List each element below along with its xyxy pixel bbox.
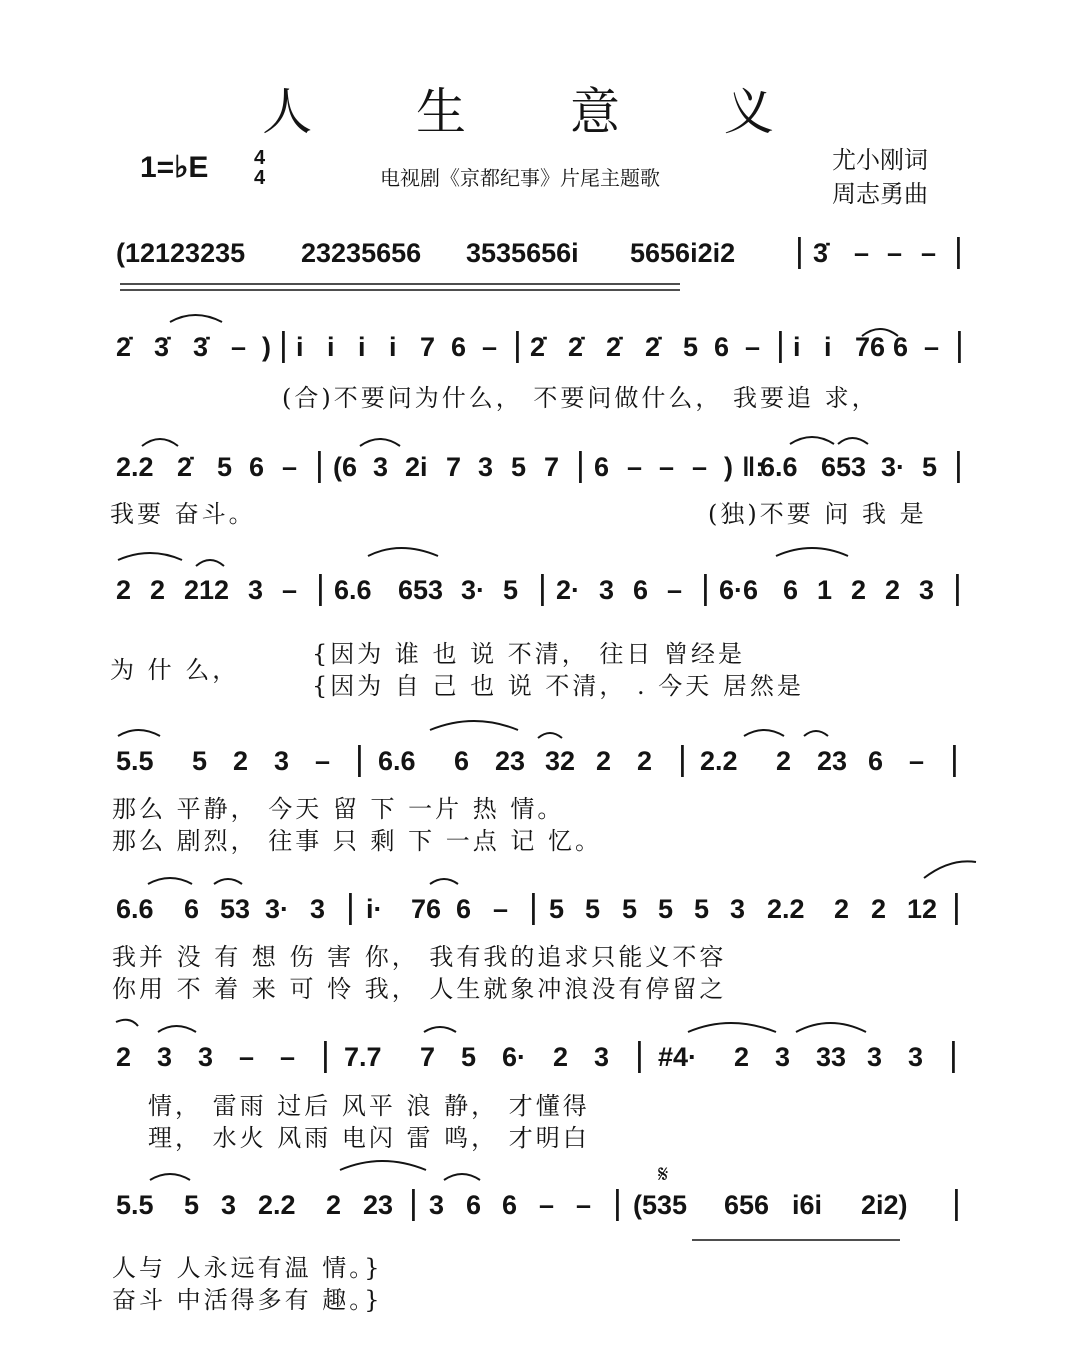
note-token: 3 [599, 575, 615, 605]
note-token: 7 [420, 332, 436, 362]
note-token: – [854, 238, 870, 268]
note-token: – [887, 238, 903, 268]
slur [862, 329, 898, 336]
note-token: ) [724, 452, 733, 482]
key-signature: 1=♭E [140, 151, 209, 184]
note-token: – [315, 746, 331, 776]
slur [360, 439, 400, 446]
note-token: 2̇ [530, 332, 546, 362]
note-token: 23 [495, 746, 526, 776]
note-token: 3 [310, 894, 326, 924]
note-token: 3 [157, 1042, 173, 1072]
barline: | [315, 446, 324, 484]
barline: | [538, 569, 547, 607]
lyric-line: 那么 平静， 今天 留 下 一片 热 情。 [112, 795, 565, 823]
note-token: 6 [184, 894, 200, 924]
slur [838, 438, 868, 444]
repeat-sign: ‖: [742, 452, 765, 482]
note-token: i [327, 332, 335, 362]
note-token: 5 [503, 575, 519, 605]
note-token: – [667, 575, 683, 605]
note-token: 2̇ [177, 452, 193, 482]
note-token: – [745, 332, 761, 362]
note-token: 2̇ [116, 332, 132, 362]
note-token: 32 [545, 746, 576, 776]
slur [196, 560, 224, 566]
note-token: i6i [792, 1190, 823, 1220]
note-token: 6.6 [116, 894, 154, 924]
slur [790, 437, 834, 444]
note-token: 76 [855, 332, 886, 362]
note-token: 7 [544, 452, 560, 482]
note-token: 33 [816, 1042, 847, 1072]
note-token: 3 [373, 452, 389, 482]
note-token: 6 [502, 1190, 518, 1220]
note-token: 3 [867, 1042, 883, 1072]
lyric-line: 理， 水火 风雨 电闪 雷 鸣， 才明白 [148, 1124, 590, 1152]
barline: | [409, 1184, 418, 1222]
lyric-line: 情， 雷雨 过后 风平 浪 静， 才懂得 [148, 1092, 590, 1120]
note-token: 2 [637, 746, 653, 776]
note-token: 5 [184, 1190, 200, 1220]
barline: | [952, 888, 961, 926]
note-token: 3 [221, 1190, 237, 1220]
slur [796, 1023, 866, 1032]
note-token: 5 [658, 894, 674, 924]
note-token: 3 [919, 575, 935, 605]
note-token: 3 [775, 1042, 791, 1072]
note-token: 5 [192, 746, 208, 776]
slur [688, 1023, 776, 1032]
note-token: 2̇ [606, 332, 622, 362]
slur [804, 731, 828, 736]
note-token: 5 [549, 894, 565, 924]
note-token: 2 [871, 894, 887, 924]
note-token: 2.2 [258, 1190, 296, 1220]
note-token: 2 [553, 1042, 569, 1072]
slur [430, 721, 518, 730]
note-token: 6·6 [719, 575, 759, 605]
note-token: – [231, 332, 247, 362]
note-token: – [909, 746, 925, 776]
note-token: – [282, 575, 298, 605]
slur [924, 861, 976, 878]
note-token: 2 [233, 746, 249, 776]
barline: | [346, 888, 355, 926]
note-token: 3· [881, 452, 906, 482]
note-token: 3535656i [466, 238, 579, 268]
note-token: – [659, 452, 675, 482]
barline: | [355, 740, 364, 778]
note-token: 5 [585, 894, 601, 924]
lyric-line: (独)不要 问 我 是 [708, 500, 927, 528]
note-token: 2i [405, 452, 428, 482]
barline: | [950, 740, 959, 778]
note-token: 7 [420, 1042, 436, 1072]
note-token: 3̇ [154, 332, 170, 362]
slur [118, 730, 160, 736]
note-token: 3· [461, 575, 486, 605]
note-token: 53 [220, 894, 251, 924]
note-token: 2.2 [116, 452, 154, 482]
barline: | [795, 232, 804, 270]
lyric-line: 我要 奋斗。 [110, 500, 256, 528]
song-title: 人 生 意 义 [262, 83, 818, 141]
barline: | [321, 1036, 330, 1074]
slur [776, 548, 848, 556]
note-token: 6 [454, 746, 470, 776]
note-token: 5 [694, 894, 710, 924]
note-token: 3 [730, 894, 746, 924]
lyric-line: 奋斗 中活得多有 趣。} [112, 1286, 383, 1314]
lyric-line: {因为 自 己 也 说 不清， . 今天 居然是 [312, 672, 804, 700]
note-token: 2 [734, 1042, 750, 1072]
slur [430, 879, 458, 884]
slur [744, 730, 784, 736]
note-token: 3 [429, 1190, 445, 1220]
note-token: 7.7 [344, 1042, 382, 1072]
note-token: 6· [502, 1042, 527, 1072]
barline: | [529, 888, 538, 926]
lyric-line: {因为 谁 也 说 不清， 往日 曾经是 [312, 640, 746, 668]
slur [148, 878, 192, 884]
note-token: – [493, 894, 509, 924]
note-token: 3̇ [193, 332, 209, 362]
slur [214, 879, 242, 884]
barline: | [635, 1036, 644, 1074]
lyricist-credit: 尤小刚词 [832, 146, 928, 174]
note-token: 2̇ [645, 332, 661, 362]
note-token: 5 [217, 452, 233, 482]
note-token: 2 [150, 575, 166, 605]
note-token: 6 [783, 575, 799, 605]
note-token: 5.5 [116, 746, 154, 776]
note-token: 5656i2i2 [630, 238, 736, 268]
note-token: 2i2) [861, 1190, 908, 1220]
slur [170, 315, 222, 322]
note-token: 6 [868, 746, 884, 776]
note-token: 3 [198, 1042, 214, 1072]
slur [158, 1026, 196, 1032]
note-token: 5 [622, 894, 638, 924]
note-token: i [296, 332, 304, 362]
note-token: 5.5 [116, 1190, 154, 1220]
barline: | [953, 569, 962, 607]
note-token: 5 [922, 452, 938, 482]
note-token: – [627, 452, 643, 482]
note-token: 3 [478, 452, 494, 482]
barline: | [949, 1036, 958, 1074]
note-token: – [539, 1190, 555, 1220]
lyric-line: 你用 不 着 来 可 怜 我， 人生就象冲浪没有停留之 [112, 975, 727, 1003]
note-token: – [282, 452, 298, 482]
note-token: i [824, 332, 832, 362]
note-token: 6.6 [760, 452, 798, 482]
note-token: 76 [411, 894, 442, 924]
slur [116, 1020, 138, 1026]
note-token: – [921, 238, 937, 268]
note-token: (12123235 [116, 238, 246, 268]
composer-credit: 周志勇曲 [832, 180, 928, 208]
note-token: 6 [714, 332, 730, 362]
note-token: 3̇ [813, 238, 829, 268]
note-token: 6 [466, 1190, 482, 1220]
note-token: 653 [398, 575, 444, 605]
note-token: 2 [885, 575, 901, 605]
note-token: 12 [907, 894, 938, 924]
note-token: – [692, 452, 708, 482]
barline: | [701, 569, 710, 607]
note-token: 6 [456, 894, 472, 924]
note-token: 2 [116, 1042, 132, 1072]
lyric-line: (合)不要问为什么， 不要问做什么， 我要追 求， [282, 384, 879, 412]
note-token: i· [366, 894, 383, 924]
note-token: 23 [817, 746, 848, 776]
slur [340, 1161, 426, 1170]
note-token: 3 [594, 1042, 610, 1072]
note-token: i [793, 332, 801, 362]
note-token: 2 [851, 575, 867, 605]
note-token: 2 [776, 746, 792, 776]
barline: | [576, 446, 585, 484]
slur [368, 548, 438, 556]
note-token: – [482, 332, 498, 362]
note-token: 5 [461, 1042, 477, 1072]
note-token: 6.6 [334, 575, 372, 605]
note-token: 3 [274, 746, 290, 776]
note-token: 6 [594, 452, 610, 482]
lyric-line: 那么 剧烈， 往事 只 剩 下 一点 记 忆。 [112, 827, 603, 855]
barline: | [776, 326, 785, 364]
barline: | [513, 326, 522, 364]
note-token: – [280, 1042, 296, 1072]
barline: | [952, 1184, 961, 1222]
segno-icon: 𝄋 [658, 1160, 669, 1188]
slur [142, 439, 178, 446]
note-token: – [924, 332, 940, 362]
note-token: i [389, 332, 397, 362]
note-token: 3· [265, 894, 290, 924]
note-token: 23235656 [301, 238, 422, 268]
note-token: 5 [511, 452, 527, 482]
note-token: 3 [248, 575, 264, 605]
note-token: 2· [556, 575, 581, 605]
note-token: 3 [908, 1042, 924, 1072]
note-token: 6 [451, 332, 467, 362]
note-token: 5 [683, 332, 699, 362]
meter-bottom: 4 [254, 167, 266, 189]
barline: | [955, 326, 964, 364]
barline: | [316, 569, 325, 607]
slur [424, 1027, 456, 1032]
note-token: (6 [333, 452, 358, 482]
note-token: 2 [116, 575, 132, 605]
subtitle: 电视剧《京都纪事》片尾主题歌 [380, 166, 660, 190]
note-token: 2.2 [767, 894, 805, 924]
note-token: 6 [893, 332, 909, 362]
barline: | [954, 446, 963, 484]
note-token: 2.2 [700, 746, 738, 776]
note-token: #4· [658, 1042, 698, 1072]
note-token: 656 [724, 1190, 770, 1220]
note-token: 2̇ [568, 332, 584, 362]
note-token: 212 [184, 575, 230, 605]
lyric-line: 人与 人永远有温 情。} [112, 1254, 383, 1282]
note-token: 653 [821, 452, 867, 482]
barline: | [279, 326, 288, 364]
note-token: 6 [633, 575, 649, 605]
slur [444, 1174, 480, 1180]
note-token: i [358, 332, 366, 362]
note-token: 2 [596, 746, 612, 776]
note-token: – [576, 1190, 592, 1220]
note-token: (535 [633, 1190, 688, 1220]
slur [538, 733, 562, 738]
lyric-line: 为 什 么， [110, 656, 240, 684]
barline: | [954, 232, 963, 270]
barline: | [678, 740, 687, 778]
note-token: 2 [326, 1190, 342, 1220]
barline: | [613, 1184, 622, 1222]
meter-top: 4 [254, 147, 266, 169]
note-token: 1 [817, 575, 833, 605]
note-token: ) [262, 332, 271, 362]
note-token: – [239, 1042, 255, 1072]
lyric-line: 我并 没 有 想 伤 害 你， 我有我的追求只能义不容 [112, 943, 727, 971]
note-token: 23 [363, 1190, 394, 1220]
slur [118, 553, 182, 560]
note-token: 6.6 [378, 746, 416, 776]
note-token: 6 [249, 452, 265, 482]
slur [150, 1174, 190, 1180]
note-token: 2 [834, 894, 850, 924]
note-token: 7 [446, 452, 462, 482]
